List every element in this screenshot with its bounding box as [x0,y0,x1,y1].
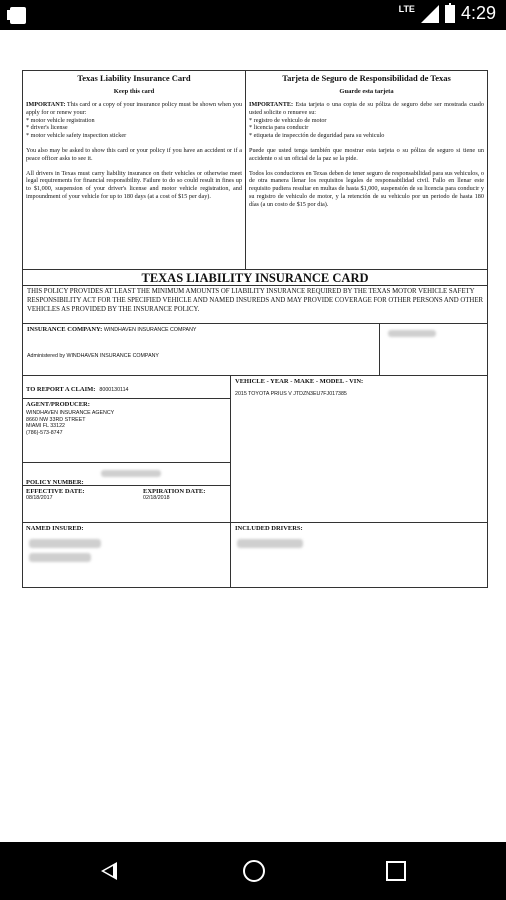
network-type: LTE [398,4,415,14]
redacted-name [29,539,101,548]
policy-number-row [23,463,231,486]
english-important-label: IMPORTANT: [26,101,66,108]
spanish-title: Tarjeta de Seguro de Responsibilidad de Texas [282,73,451,83]
vehicle-label: VEHICLE - YEAR - MAKE - MODEL - VIN: [235,378,364,385]
home-icon[interactable] [243,860,265,882]
english-item: * driver's license [26,124,68,132]
english-important-text: This card or a copy of your insurance policy must be shown when you apply for or renew your: [26,101,242,116]
vehicle-value: 2015 TOYOTA PRIUS V JTDZN3EU7FJ017385 [235,391,347,397]
agent-line: (786)-573-8747 [26,429,63,436]
redacted-logo-area [380,324,487,376]
redacted-text [388,330,436,337]
insurance-company-value: WINDHAVEN INSURANCE COMPANY [103,327,197,333]
expiration-date-value: 02/18/2018 [143,495,170,501]
english-subtitle: Keep this card [113,88,155,95]
administered-by: Administered by WINDHAVEN INSURANCE COMPANY [27,353,159,359]
included-drivers-label: INCLUDED DRIVERS: [235,525,303,532]
english-section [23,71,246,269]
insurance-card-document [22,70,488,588]
redacted-driver [237,539,303,548]
policy-number-label: POLICY NUMBER: [26,479,84,486]
sd-card-icon [10,7,26,24]
english-item: * motor vehicle safety inspection sticker [26,132,127,140]
vehicle-row [231,376,487,523]
card-main-title: TEXAS LIABILITY INSURANCE CARD [23,269,487,286]
policy-statement: THIS POLICY PROVIDES AT LEAST THE MINIMUM AMOUNTS OF LIABILITY INSURANCE REQUIRED BY THE TEXAS MOTOR VEHICLE SAFETY RESPONSIBILITY ACT FOR THE SPECIFIED VEHICLE AND NAMED INSUREDS AND MAY PROVIDE COVERAGE FOR OTHER PERSONS AND OTHER VEHICLES AS PROVIDED BY THE INSURANCE POLICY. [23,286,487,324]
report-claim-label: TO REPORT A CLAIM: [26,386,96,393]
signal-icon [421,5,439,23]
spanish-item: * registro de vehiculo de motor [249,116,327,124]
english-item: * motor vehicle registration [26,116,95,124]
english-title: Texas Liability Insurance Card [77,73,191,83]
redacted-name [29,553,91,562]
status-bar [0,0,506,30]
english-important [23,101,245,117]
back-icon[interactable] [101,862,117,880]
spanish-important-text: Esta tarjeta o una copia de su póliza de seguro debe ser mostrada cuado usted solicite o renueve su: [249,101,484,116]
right-details [231,376,487,588]
spanish-item: * etiqueta de inspección de deguridad para su vehiculo [249,132,385,140]
agent-line: WINDHAVEN INSURANCE AGENCY [26,410,115,416]
spanish-para3: Todos los conductores en Texas deben de tener seguro de responsabilidad para sus vehiculos, o de otra manera llenar los requisitos legales de responsabilidad civil. Fallo en llenar este requisito pudiera resultar en multas de hasta $1,000, suspensión de su licencia para conducir y su registro de vehiculo de motor, y la retención de su vehiculo por un periodo de hasta 180 días (a un costo de $15 por dia). [249,169,484,208]
dates-row [23,486,231,523]
spanish-item: * licencia para conducir [249,124,309,132]
insurance-company-label: INSURANCE COMPANY: [27,326,103,333]
report-claim-row [23,376,231,398]
left-details [23,376,231,588]
insurance-company-section [23,324,380,376]
effective-date-label: EFFECTIVE DATE: [26,488,85,495]
english-para2: You also may be asked to show this card or your policy if you have an accident or if a peace officer asks to see it. [26,146,242,162]
english-para3: All drivers in Texas must carry liability insurance on their vehicles or otherwise meet legal requirements for financial responsibility. Failure to do so could result in fines up to $1,000, suspension of your driver's license and motor vehicle registration, and impoundment of your vehicle for up to 180 days (at a cost of $15 per day). [26,169,242,200]
included-drivers-row [231,523,487,588]
agent-label: AGENT/PRODUCER: [26,401,90,408]
battery-icon [445,5,455,23]
agent-line: 8660 NW 33RD STREET [26,416,86,423]
spanish-para2: Puede que usted tenga también que mostrar esta tarjeta o su póliza de seguro si tiene un accidente o si un oficial de la paz se la pide. [249,146,484,162]
spanish-section [246,71,487,269]
redacted-policy-number [101,470,161,477]
agent-address [26,410,228,436]
recent-apps-icon[interactable] [386,861,406,881]
clock: 4:29 [460,3,496,23]
named-insured-label: NAMED INSURED: [26,525,84,532]
agent-line: MIAMI FL 33122 [26,423,65,430]
agent-row [23,398,231,463]
expiration-date-label: EXPIRATION DATE: [143,488,206,495]
spanish-subtitle: Guarde esta tarjeta [339,88,394,95]
spanish-important [246,101,487,117]
effective-date-value: 08/18/2017 [26,495,53,501]
spanish-important-label: IMPORTANTE: [249,101,294,108]
named-insured-row [23,523,231,588]
report-claim-value: 8000130114 [99,387,129,393]
